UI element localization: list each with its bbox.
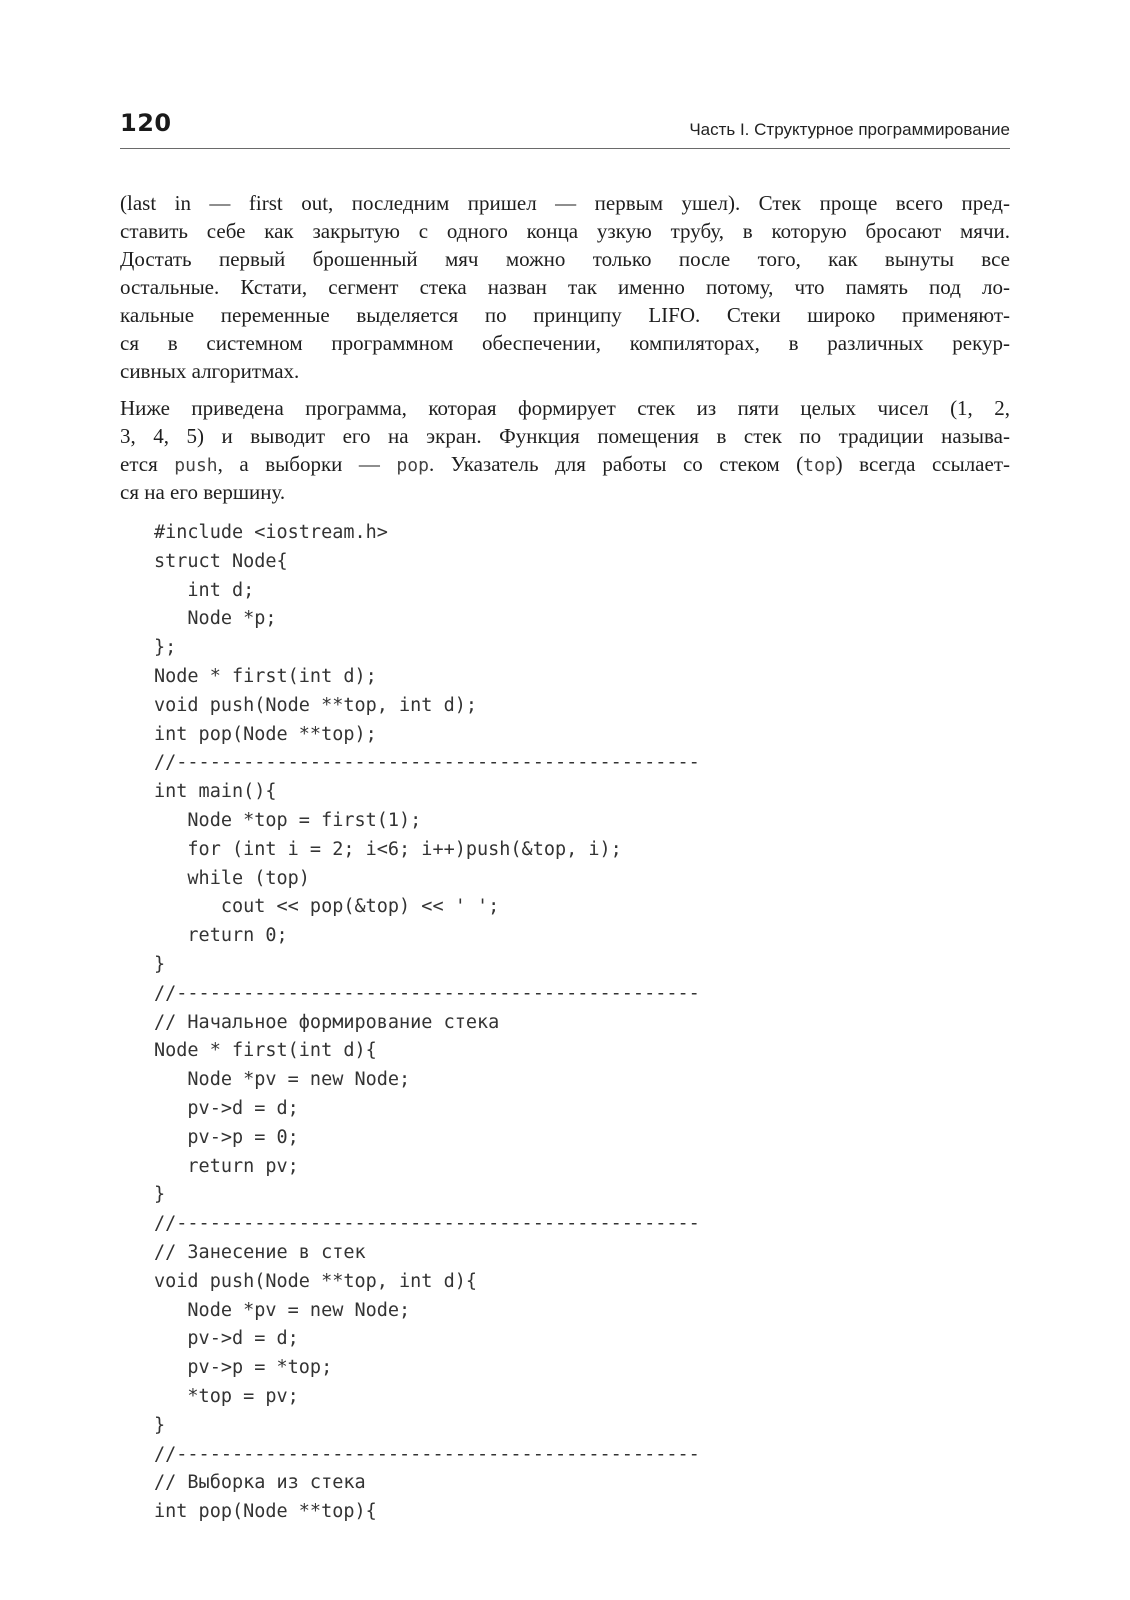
code-line: return pv; [154, 1155, 299, 1177]
body-text [120, 189, 1010, 515]
paragraph-program-intro [120, 394, 1010, 506]
page-number: 120 [120, 109, 172, 137]
running-title: Часть I. Структурное программирование [689, 120, 1010, 139]
text-line: Достать первый брошенный мяч можно только после того, как вынуты все [120, 247, 1010, 271]
code-line: } [154, 953, 166, 975]
page-header [120, 108, 1010, 149]
code-line: int main(){ [154, 781, 277, 803]
code-line: return 0; [154, 925, 288, 947]
code-line: *top = pv; [154, 1385, 299, 1407]
text-fragment: , а выборки — [217, 452, 397, 476]
code-line: pv->d = d; [154, 1328, 299, 1350]
code-line: int d; [154, 579, 255, 601]
code-line: cout << pop(&top) << ' '; [154, 896, 500, 918]
paragraph-stack-description [120, 189, 1010, 385]
code-line: pv->d = d; [154, 1097, 299, 1119]
text-fragment: ) всегда ссылает- [835, 452, 1010, 476]
text-line: (last in — first out, последним пришел — первым ушел). Стек проще всего пред- [120, 191, 1010, 215]
code-comment: // Выборка из стека [154, 1472, 366, 1494]
code-comment: // Занесение в стек [154, 1241, 366, 1263]
text-line: ся на его вершину. [120, 480, 286, 504]
code-separator: //----------------------------------------------- [154, 1443, 700, 1465]
code-listing [154, 519, 700, 1527]
code-line: void push(Node **top, int d){ [154, 1270, 478, 1292]
text-line: кальные переменные выделяется по принципу LIFO. Стеки широко применяют- [120, 303, 1010, 327]
text-line: Ниже приведена программа, которая формирует стек из пяти целых чисел (1, 2, [120, 396, 1010, 420]
code-separator: //----------------------------------------------- [154, 982, 700, 1004]
code-line: Node * first(int d){ [154, 1040, 377, 1062]
code-separator: //----------------------------------------------- [154, 752, 700, 774]
code-line: int pop(Node **top); [154, 723, 377, 745]
inline-code-push: push [174, 455, 218, 476]
text-line: ся в системном программном обеспечении, компиляторах, в различных рекур- [120, 331, 1010, 355]
code-line: } [154, 1414, 166, 1436]
code-line: } [154, 1184, 166, 1206]
code-line: Node *p; [154, 608, 277, 630]
code-line: }; [154, 637, 177, 659]
text-line: остальные. Кстати, сегмент стека назван так именно потому, что память под ло- [120, 275, 1010, 299]
inline-code-top: top [803, 455, 836, 476]
code-line: #include <iostream.h> [154, 522, 388, 543]
code-line: Node *pv = new Node; [154, 1299, 411, 1321]
code-line: Node *pv = new Node; [154, 1069, 411, 1091]
code-line: Node *top = first(1); [154, 809, 422, 831]
text-fragment: . Указатель для работы со стеком ( [428, 452, 804, 476]
code-line: Node * first(int d); [154, 665, 377, 687]
text-line: 3, 4, 5) и выводит его на экран. Функция помещения в стек по традиции называ- [120, 424, 1010, 448]
code-line: pv->p = *top; [154, 1357, 333, 1379]
text-line: сивных алгоритмах. [120, 359, 300, 383]
inline-code-pop: pop [396, 455, 429, 476]
code-line: while (top) [154, 867, 310, 889]
code-line: int pop(Node **top){ [154, 1501, 377, 1523]
text-line-with-code [120, 450, 1010, 478]
code-separator: //----------------------------------------------- [154, 1213, 700, 1235]
code-line: for (int i = 2; i<6; i++)push(&top, i); [154, 838, 622, 860]
text-line: ставить себе как закрытую с одного конца узкую трубу, в которую бросают мячи. [120, 219, 1010, 243]
code-comment: // Начальное формирование стека [154, 1011, 500, 1033]
code-line: pv->p = 0; [154, 1126, 299, 1148]
code-line: void push(Node **top, int d); [154, 694, 478, 716]
code-line: struct Node{ [154, 550, 288, 572]
text-fragment: ется [120, 452, 175, 476]
